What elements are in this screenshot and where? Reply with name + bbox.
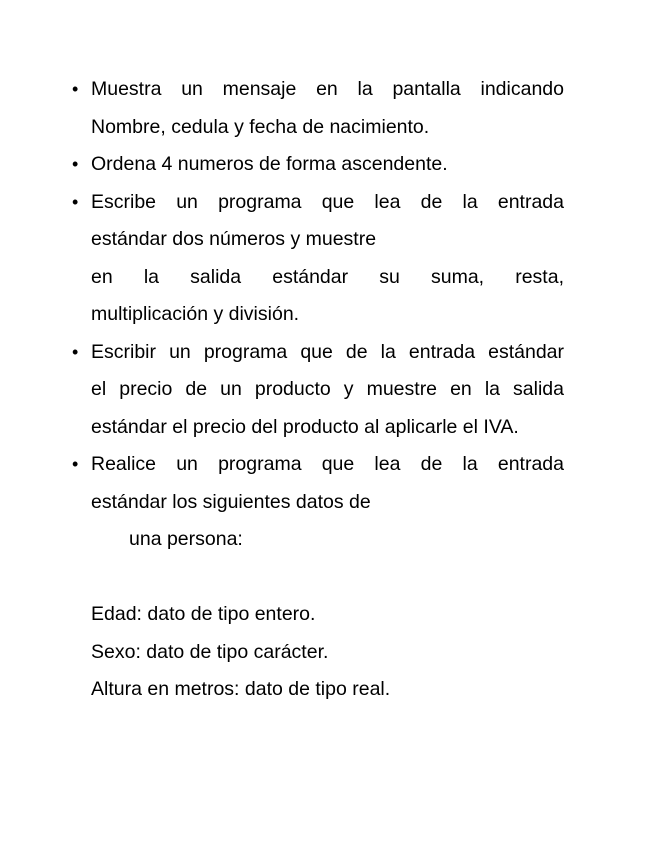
- list-item: [72, 146, 564, 184]
- blank-spacer: [91, 559, 564, 597]
- item-4-line-3: estándar el precio del producto al aplicarle el IVA.: [91, 415, 519, 438]
- item-3-line-2: estándar dos números y muestre: [91, 228, 377, 250]
- list-item: [72, 184, 564, 334]
- list-item: [72, 334, 564, 447]
- item-4-line-1: Escribir un programa que de la entrada estándar: [91, 340, 564, 363]
- item-5-line-2: estándar los siguientes datos de: [91, 490, 371, 513]
- item-4-line-2: el precio de un producto y muestre en la salida: [91, 378, 564, 400]
- field-altura: Altura en metros: dato de tipo real.: [91, 678, 391, 700]
- list-item: [72, 71, 564, 146]
- item-2-line-1: Ordena 4 numeros de forma ascendente.: [91, 153, 448, 175]
- item-1-line-1: Muestra un mensaje en la pantalla indicando: [91, 78, 564, 100]
- item-5-line-1: Realice un programa que lea de la entrada: [91, 453, 564, 475]
- item-5-line-3: una persona:: [129, 528, 243, 550]
- bullet-icon: •: [72, 79, 79, 99]
- bullet-icon: •: [72, 454, 79, 474]
- field-sexo: Sexo: dato de tipo carácter.: [91, 640, 329, 663]
- item-1-line-2: Nombre, cedula y fecha de nacimiento.: [91, 115, 430, 138]
- field-edad: Edad: dato de tipo entero.: [91, 603, 316, 625]
- item-3-line-3: en la salida estándar su suma, resta,: [91, 265, 564, 288]
- bullet-icon: •: [72, 191, 79, 212]
- item-3-line-4: multiplicación y división.: [91, 303, 300, 325]
- item-3-line-1: Escribe un programa que lea de la entrada: [91, 190, 564, 213]
- exercise-list: [72, 71, 564, 709]
- bullet-icon: •: [72, 154, 79, 174]
- bullet-icon: •: [72, 341, 79, 362]
- list-item: [72, 446, 564, 709]
